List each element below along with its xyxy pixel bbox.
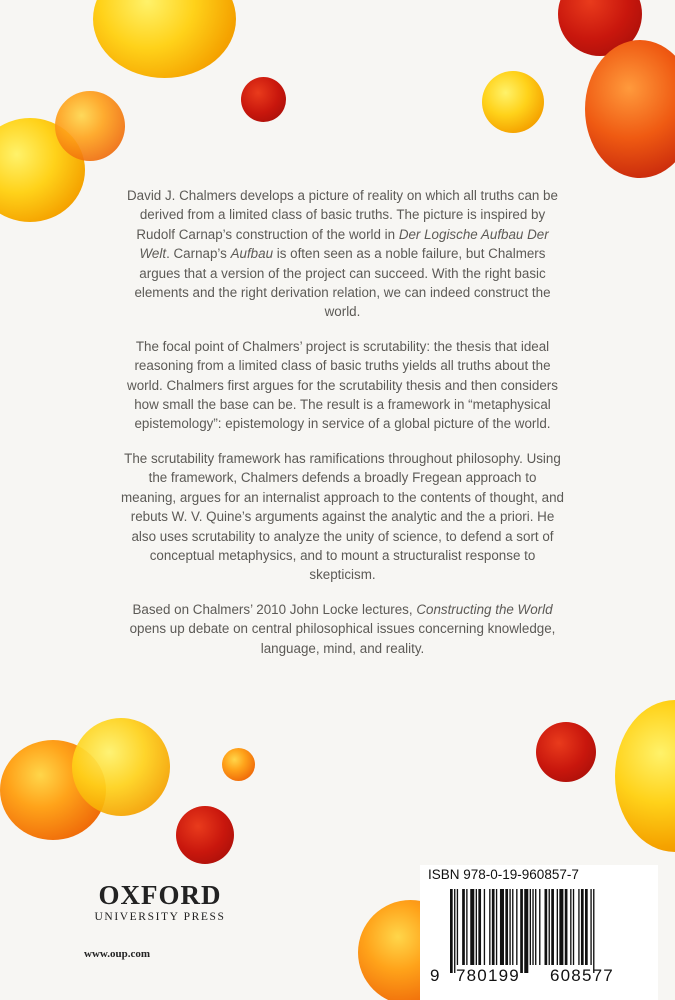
book-description: [120, 186, 565, 673]
isbn-barcode-block: [420, 865, 658, 1000]
blurb-paragraph-1: David J. Chalmers develops a picture of reality on which all truths can be derived from a limited class of basic truths. The picture is inspired by Rudolf Carnap’s construction of the world in Der Logische Aufbau Der Welt. Carnap’s Aufbau is often seen as a noble failure, but Chalmers argues that a version of the project can succeed. With the right basic elements and the right derivation relation, we can indeed construct the world.: [127, 188, 558, 320]
blurb-paragraph-4: Based on Chalmers’ 2010 John Locke lectures, Constructing the World opens up debate on central philosophical issues concerning knowledge, language, mind, and reality.: [129, 601, 556, 656]
decorative-circle: [93, 0, 236, 78]
barcode-digit-lead: 9: [430, 966, 440, 985]
publisher-logo: [80, 880, 240, 923]
decorative-circle: [241, 77, 286, 122]
decorative-circle: [55, 91, 125, 161]
decorative-circle: [222, 748, 255, 781]
isbn-label: ISBN 978-0-19-960857-7: [428, 867, 579, 882]
barcode: [448, 889, 644, 973]
publisher-subtitle: UNIVERSITY PRESS: [94, 911, 226, 923]
decorative-circle: [536, 722, 596, 782]
decorative-circle: [72, 718, 170, 816]
decorative-circle: [615, 700, 675, 852]
blurb-paragraph-3: The scrutability framework has ramifications throughout philosophy. Using the framework, Chalmers defends a broadly Fregean approach to meaning, argues for an internalist approach to the contents of thought, and rebuts W. V. Quine’s arguments against the analytic and the a priori. He also uses scrutability to analyze the unity of science, to defend a sort of conceptual metaphysics, and to mount a structuralist response to skepticism.: [121, 450, 564, 583]
decorative-circle: [482, 71, 544, 133]
decorative-circle: [585, 40, 675, 178]
blurb-paragraph-2: The focal point of Chalmers’ project is scrutability: the thesis that ideal reasoning from a limited class of basic truths yields all truths about the world. Chalmers first argues for the scrutability thesis and then considers how small the base can be. The result is a framework in “metaphysical epistemology”: epistemology in service of a global picture of the world.: [127, 338, 558, 432]
publisher-name: OXFORD: [98, 880, 222, 910]
barcode-digits-left: 780199: [456, 966, 520, 985]
barcode-digits-right: 608577: [550, 966, 614, 985]
decorative-circle: [176, 806, 234, 864]
publisher-url: www.oup.com: [84, 948, 151, 960]
